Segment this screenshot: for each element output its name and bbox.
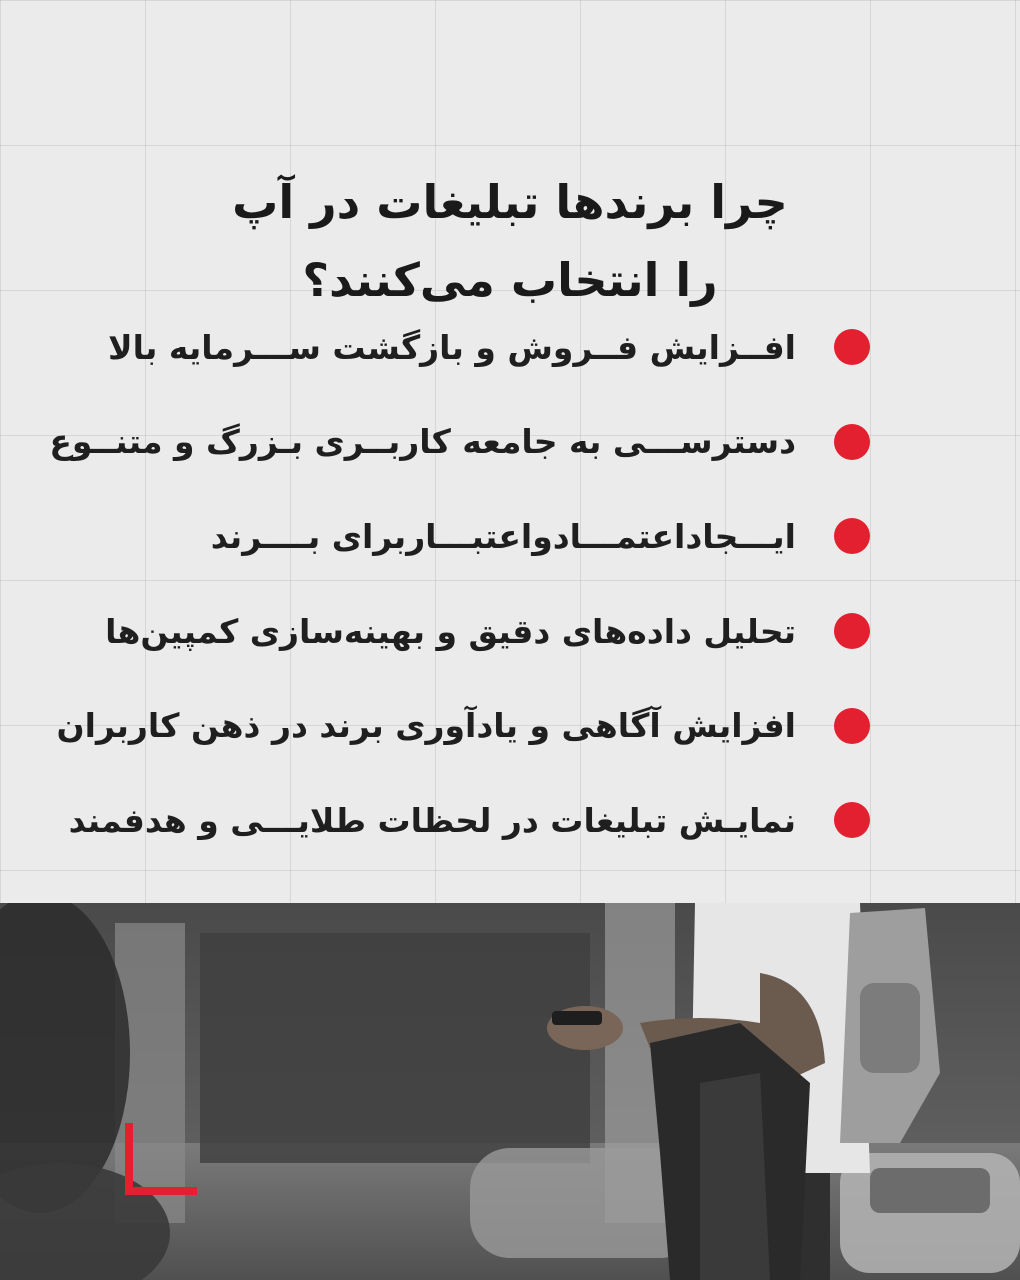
list-item <box>68 773 870 868</box>
list-item-text: دسترســـی به جامعه کاربــری بـزرگ و متنــوع <box>49 422 796 462</box>
list-item <box>49 395 870 490</box>
list-item <box>56 678 870 773</box>
list-item-text: افزایش آگاهی و یادآوری برند در ذهن کاربران <box>56 706 796 746</box>
red-corner-mark-icon <box>125 1123 197 1195</box>
list-item <box>108 300 870 395</box>
page-title <box>120 163 900 319</box>
list-item-text: ایـــجاداعتمـــادواعتبـــاربرای بــــرند <box>210 516 796 556</box>
red-bullet-icon <box>834 424 870 460</box>
red-bullet-icon <box>834 613 870 649</box>
photo-person-using-phone <box>0 903 1020 1280</box>
list-item <box>105 584 870 679</box>
list-item-text: افــزایش فــروش و بازگشت ســـرمایه بالا <box>108 327 796 367</box>
list-item <box>140 489 870 584</box>
list-item-text: تحلیل داده‌های دقیق و بهینه‌سازی کمپین‌ها <box>105 611 796 651</box>
benefits-list <box>49 300 870 868</box>
red-bullet-icon <box>834 802 870 838</box>
photo-illustration <box>0 903 1020 1280</box>
title-line-1: چرا برندها تبلیغات در آپ <box>232 174 788 229</box>
red-bullet-icon <box>834 708 870 744</box>
red-bullet-icon <box>834 518 870 554</box>
list-item-text: نمایـش تبلیغات در لحظات طلایـــی و هدفمند <box>68 800 796 840</box>
title-line-2: را انتخاب می‌کنند؟ <box>302 252 718 307</box>
red-bullet-icon <box>834 329 870 365</box>
